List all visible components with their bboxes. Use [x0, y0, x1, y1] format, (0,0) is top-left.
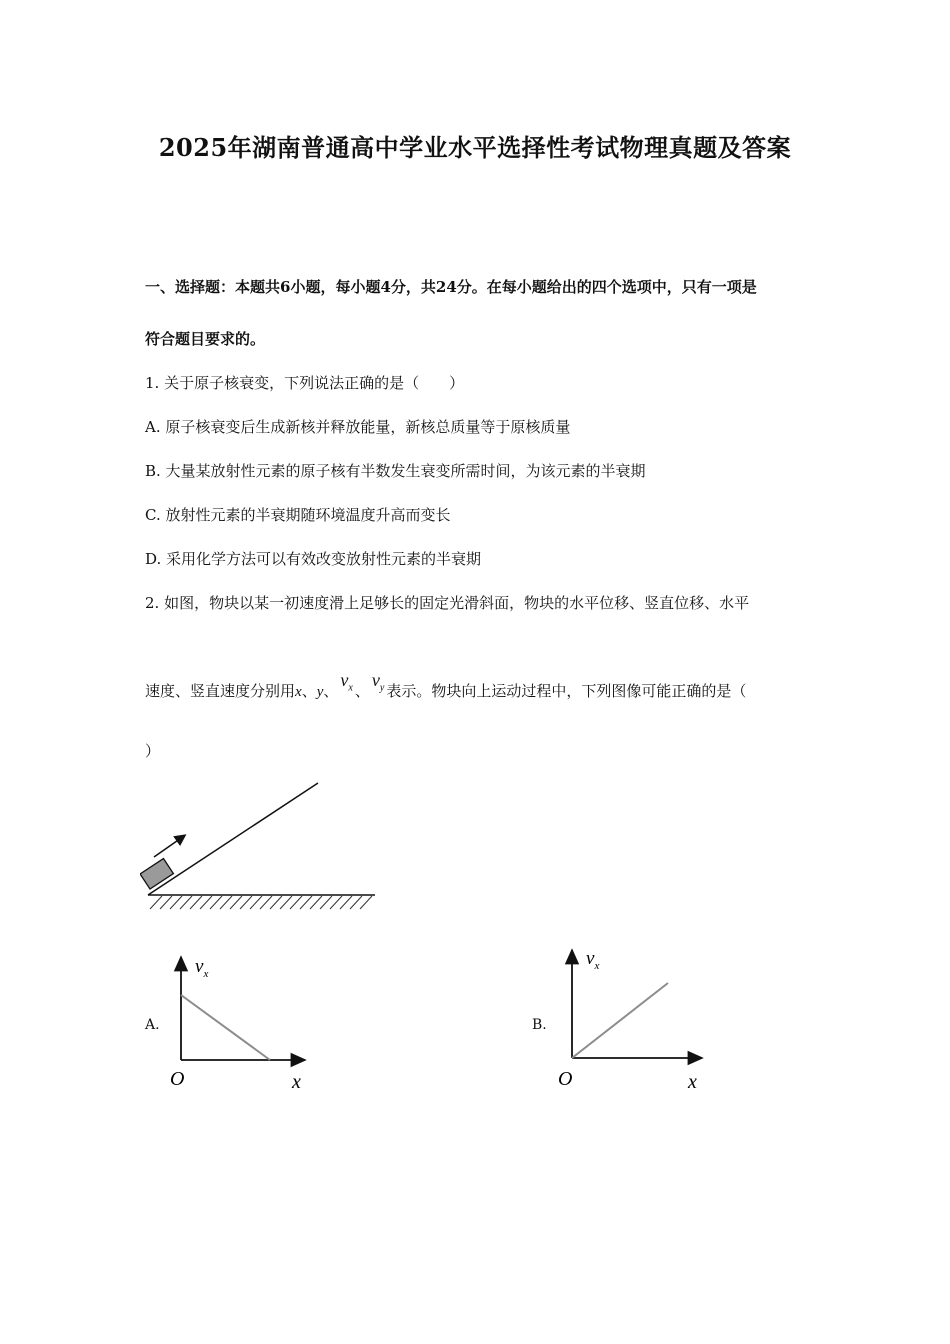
graph-a-label: A. — [145, 1017, 160, 1033]
graph-b-y-label: $v_x$ — [586, 948, 600, 972]
graph-a-curve — [181, 995, 270, 1060]
ground-hatching — [150, 896, 372, 909]
page-title: 2025年湖南普通高中学业水平选择性考试物理真题及答案 — [158, 133, 792, 162]
section-heading-line2: 符合题目要求的。 — [145, 330, 266, 348]
var-vy: $v_y$ — [371, 670, 385, 694]
question-2-stem-line1: 2. 如图，物块以某一初速度滑上足够长的固定光滑斜面，物块的水平位移、竖直位移、水平 — [145, 594, 750, 612]
graph-b-label: B. — [532, 1017, 547, 1033]
var-x: x — [295, 684, 302, 700]
graph-a-origin: O — [170, 1068, 185, 1090]
question-1-option-a: A. 原子核衰变后生成新核并释放能量，新核总质量等于原核质量 — [145, 418, 571, 436]
section-heading-line1: 一、选择题：本题共6小题，每小题4分，共24分。在每小题给出的四个选项中，只有一项是 — [145, 278, 757, 296]
block — [140, 859, 173, 889]
graph-a-x-label: x — [292, 1071, 301, 1093]
question-1-stem: 1. 关于原子核衰变，下列说法正确的是（ ） — [145, 374, 465, 392]
graph-a-y-label: $v_x$ — [195, 956, 209, 980]
var-vx: $v_x$ — [340, 670, 353, 694]
graph-b-curve — [572, 983, 668, 1058]
graph-b-origin: O — [558, 1068, 573, 1090]
question-1-option-c: C. 放射性元素的半衰期随环境温度升高而变长 — [145, 506, 451, 524]
graph-b-x-label: x — [688, 1071, 697, 1093]
question-1-option-d: D. 采用化学方法可以有效改变放射性元素的半衰期 — [145, 550, 482, 568]
var-y: y — [316, 684, 324, 700]
incline-line — [148, 783, 318, 895]
graph-b — [550, 940, 715, 1095]
graph-a — [160, 945, 320, 1095]
velocity-arrow — [154, 836, 184, 857]
question-1-option-b: B. 大量某放射性元素的原子核有半数发生衰变所需时间，为该元素的半衰期 — [145, 462, 646, 480]
question-2-stem-line3: ） — [145, 742, 161, 760]
incline-figure — [140, 775, 380, 915]
question-2-stem-line2: 速度、竖直速度分别用x、y、$v_x$ 、$v_y$ 表示。物块向上运动过程中，下列图像可能正确的是（ — [145, 670, 747, 700]
